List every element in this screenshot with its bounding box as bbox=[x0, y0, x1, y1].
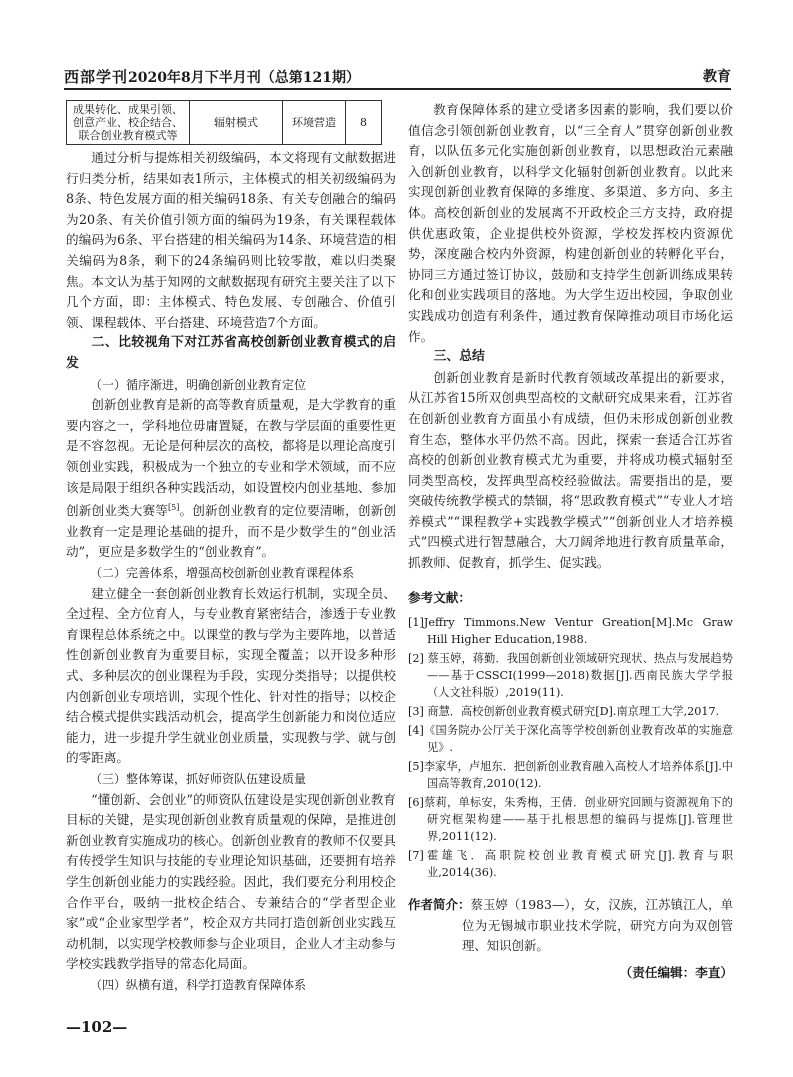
citation-ref: [5] bbox=[167, 503, 180, 513]
reference-item: [2] 蔡玉婷，蒋勤．我国创新创业领域研究现状、热点与发展趋势——基于CSSCI(1999—2018)数据[J].西南民族大学学报（人文社科版）,2019(11). bbox=[408, 652, 733, 700]
reference-item: [4]《国务院办公厅关于深化高等学校创新创业教育改革的实施意见》. bbox=[408, 724, 733, 755]
reference-item: [6]蔡莉，单标安，朱秀梅，王倩．创业研究回顾与资源视角下的研究框架构建——基于扎根思想的编码与提炼[J].管理世界,2011(12). bbox=[408, 796, 733, 844]
references-list bbox=[408, 614, 733, 881]
author-bio bbox=[408, 895, 733, 957]
paragraph: 创新创业教育是新时代教育领域改革提出的新要求，从江苏省15所双创典型高校的文献研究成果来看，江苏省在创新创业教育方面虽小有成绩，但仍未形成创新创业教育生态，整体水平仍然不高。因此，探索一套适合江苏省高校的创新创业教育模式尤为重要，并将成功模式辐射至同类型高校，发挥典型高校经验做法。需要指出的是，要突破传统教学模式的禁锢，将“思政教育模式”“专业人才培养模式”“课程教学+实践教学模式”“创新创业人才培养模式”四模式进行智慧融合，大刀阔斧地进行教育质量革命，抓教师、促教育，抓学生、促实践。 bbox=[408, 369, 733, 571]
table-cell: 8 bbox=[346, 101, 382, 145]
reference-item: [7]霍雄飞．高职院校创业教育模式研究[J].教育与职业,2014(36). bbox=[408, 849, 733, 880]
table-cell: 成果转化、成果引领、创意产业、校企结合、联合创业教育模式等 bbox=[67, 101, 190, 145]
reference-item: [5]李家华，卢旭东．把创新创业教育融入高校人才培养体系[J].中国高等教育,2010(12). bbox=[408, 760, 733, 791]
table-cell: 辐射模式 bbox=[190, 101, 283, 145]
section-heading: 三、总结 bbox=[433, 349, 485, 365]
journal-logo: 西部学刊 bbox=[64, 68, 129, 86]
right-column bbox=[408, 100, 733, 984]
left-column bbox=[66, 100, 396, 996]
subsection-heading: （四）纵横有道，科学打造教育保障体系 bbox=[90, 977, 307, 992]
author-text: 蔡玉婷（1983—），女，汉族，江苏镇江人，单位为无锡城市职业技术学院，研究方向为双创管理、知识创新。 bbox=[462, 897, 733, 954]
subsection-heading: （三）整体筹谋，抓好师资队伍建设质量 bbox=[90, 772, 307, 786]
page-header bbox=[64, 62, 731, 90]
subsection-heading: （一）循序渐进，明确创新创业教育定位 bbox=[90, 377, 307, 392]
paragraph-text: 创新创业教育是新的高等教育质量观，是大学教育的重要内容之一，学科地位毋庸置疑，在教与学层面的重要性更是不容忽视。无论是何种层次的高校，都将是以理论高度引领创业实践，积极成为一个独立的专业和学术领域，而不应该是局限于组织各种实践活动，如设置校内创业基地、参加创新创业类大赛等 bbox=[66, 397, 396, 519]
page-number: —102— bbox=[66, 1018, 128, 1036]
table-fragment bbox=[66, 100, 382, 145]
journal-masthead bbox=[64, 66, 360, 87]
paragraph: 教育保障体系的建立受诸多因素的影响，我们要以价值信念引领创新创业教育，以“三全育人”贯穿创新创业教育，以队伍多元化实施创新创业教育，以思想政治元素融入创新创业教育，以科学文化辐射创新创业教育。以此来实现创新创业教育保障的多维度、多渠道、多方向、多主体。高校创新创业的发展离不开政校企三方支持，政府提供优惠政策，企业提供校外资源，学校发挥校内资源优势，深度融合校内外资源，构建创新创业的转孵化平台，协同三方通过签订协议，鼓励和支持学生创新训练成果转化和创业实践项目的落地。为大学生迈出校园，争取创业实践成功创造有利条件，通过教育保障推动项目市场化运作。 bbox=[408, 102, 733, 344]
section-tag: 教育 bbox=[703, 69, 731, 85]
paragraph: 建立健全一套创新创业教育长效运行机制，实现全员、全过程、全方位育人，与专业教育紧密结合，渗透于专业教育课程总体系统之中。以课堂的教与学为主要阵地，以普适性创新创业教育为重要目标，实现全覆盖；以开设多种形式、多种层次的创业课程为手段，实现分类指导；以提供校内创新创业专项培训，实现个性化、针对性的指导；以校企结合模式提供实践活动机会，提高学生创新能力和岗位适应能力，进一步提升学生就业创业质量，实现教与学、就与创的零距离。 bbox=[66, 585, 396, 766]
reference-item: [3] 商慧．高校创新创业教育模式研究[D].南京理工大学,2017. bbox=[408, 705, 720, 719]
reference-item: [1]Jeffry Timmons.New Ventur Greation[M].Mc Graw Hill Higher Education,1988. bbox=[408, 616, 733, 647]
paragraph bbox=[66, 395, 396, 563]
subsection-heading: （二）完善体系，增强高校创新创业教育课程体系 bbox=[90, 566, 355, 581]
editor-credit: （责任编辑：李直） bbox=[619, 965, 733, 981]
paragraph-text: 。创新创业教育的定位要清晰，创新创业教育一定是理论基础的提升，而不是少数学生的“创业活动”，更应是多数学生的“创业教育”。 bbox=[66, 503, 397, 560]
table-cell: 环境营造 bbox=[283, 101, 346, 145]
paragraph: 通过分析与提炼相关初级编码，本文将现有文献数据进行归类分析，结果如表1所示，主体模式的相关初级编码为8条、特色发展方面的相关编码18条、有关专创融合的编码为20条、有关价值引领方面的编码为19条，有关课程载体的编码为6条、平台搭建的相关编码为14条、环境营造的相关编码为8条，剩下的24条编码则比较零散，难以归类聚焦。本文认为基于知网的文献数据现有研究主要关注了以下几个方面，即：主体模式、特色发展、专创融合、价值引领、课程载体、平台搭建、环境营造7个方面。 bbox=[66, 150, 396, 330]
section-heading: 二、比较视角下对江苏省高校创新创业教育模式的启发 bbox=[66, 335, 396, 371]
paragraph: “懂创新、会创业”的师资队伍建设是实现创新创业教育目标的关键，是实现创新创业教育质量观的保障，是推进创新创业教育实施成功的核心。创新创业教育的教师不仅要具有传授学生知识与技能的专业理论知识基础，还要拥有培养学生创新创业能力的实践经验。因此，我们要充分利用校企合作平台，吸纳一批校企结合、专兼结合的“学者型企业家”或“企业家型学者”，校企双方共同打造创新创业实践互动机制，以实现学校教师参与企业项目，企业人才主动参与学校实践教学指导的常态化局面。 bbox=[66, 791, 396, 972]
table-row bbox=[67, 101, 382, 145]
issue-info: 2020年8月下半月刊（总第121期） bbox=[128, 70, 360, 86]
author-label: 作者简介： bbox=[408, 897, 471, 913]
references-title: 参考文献： bbox=[408, 589, 471, 605]
